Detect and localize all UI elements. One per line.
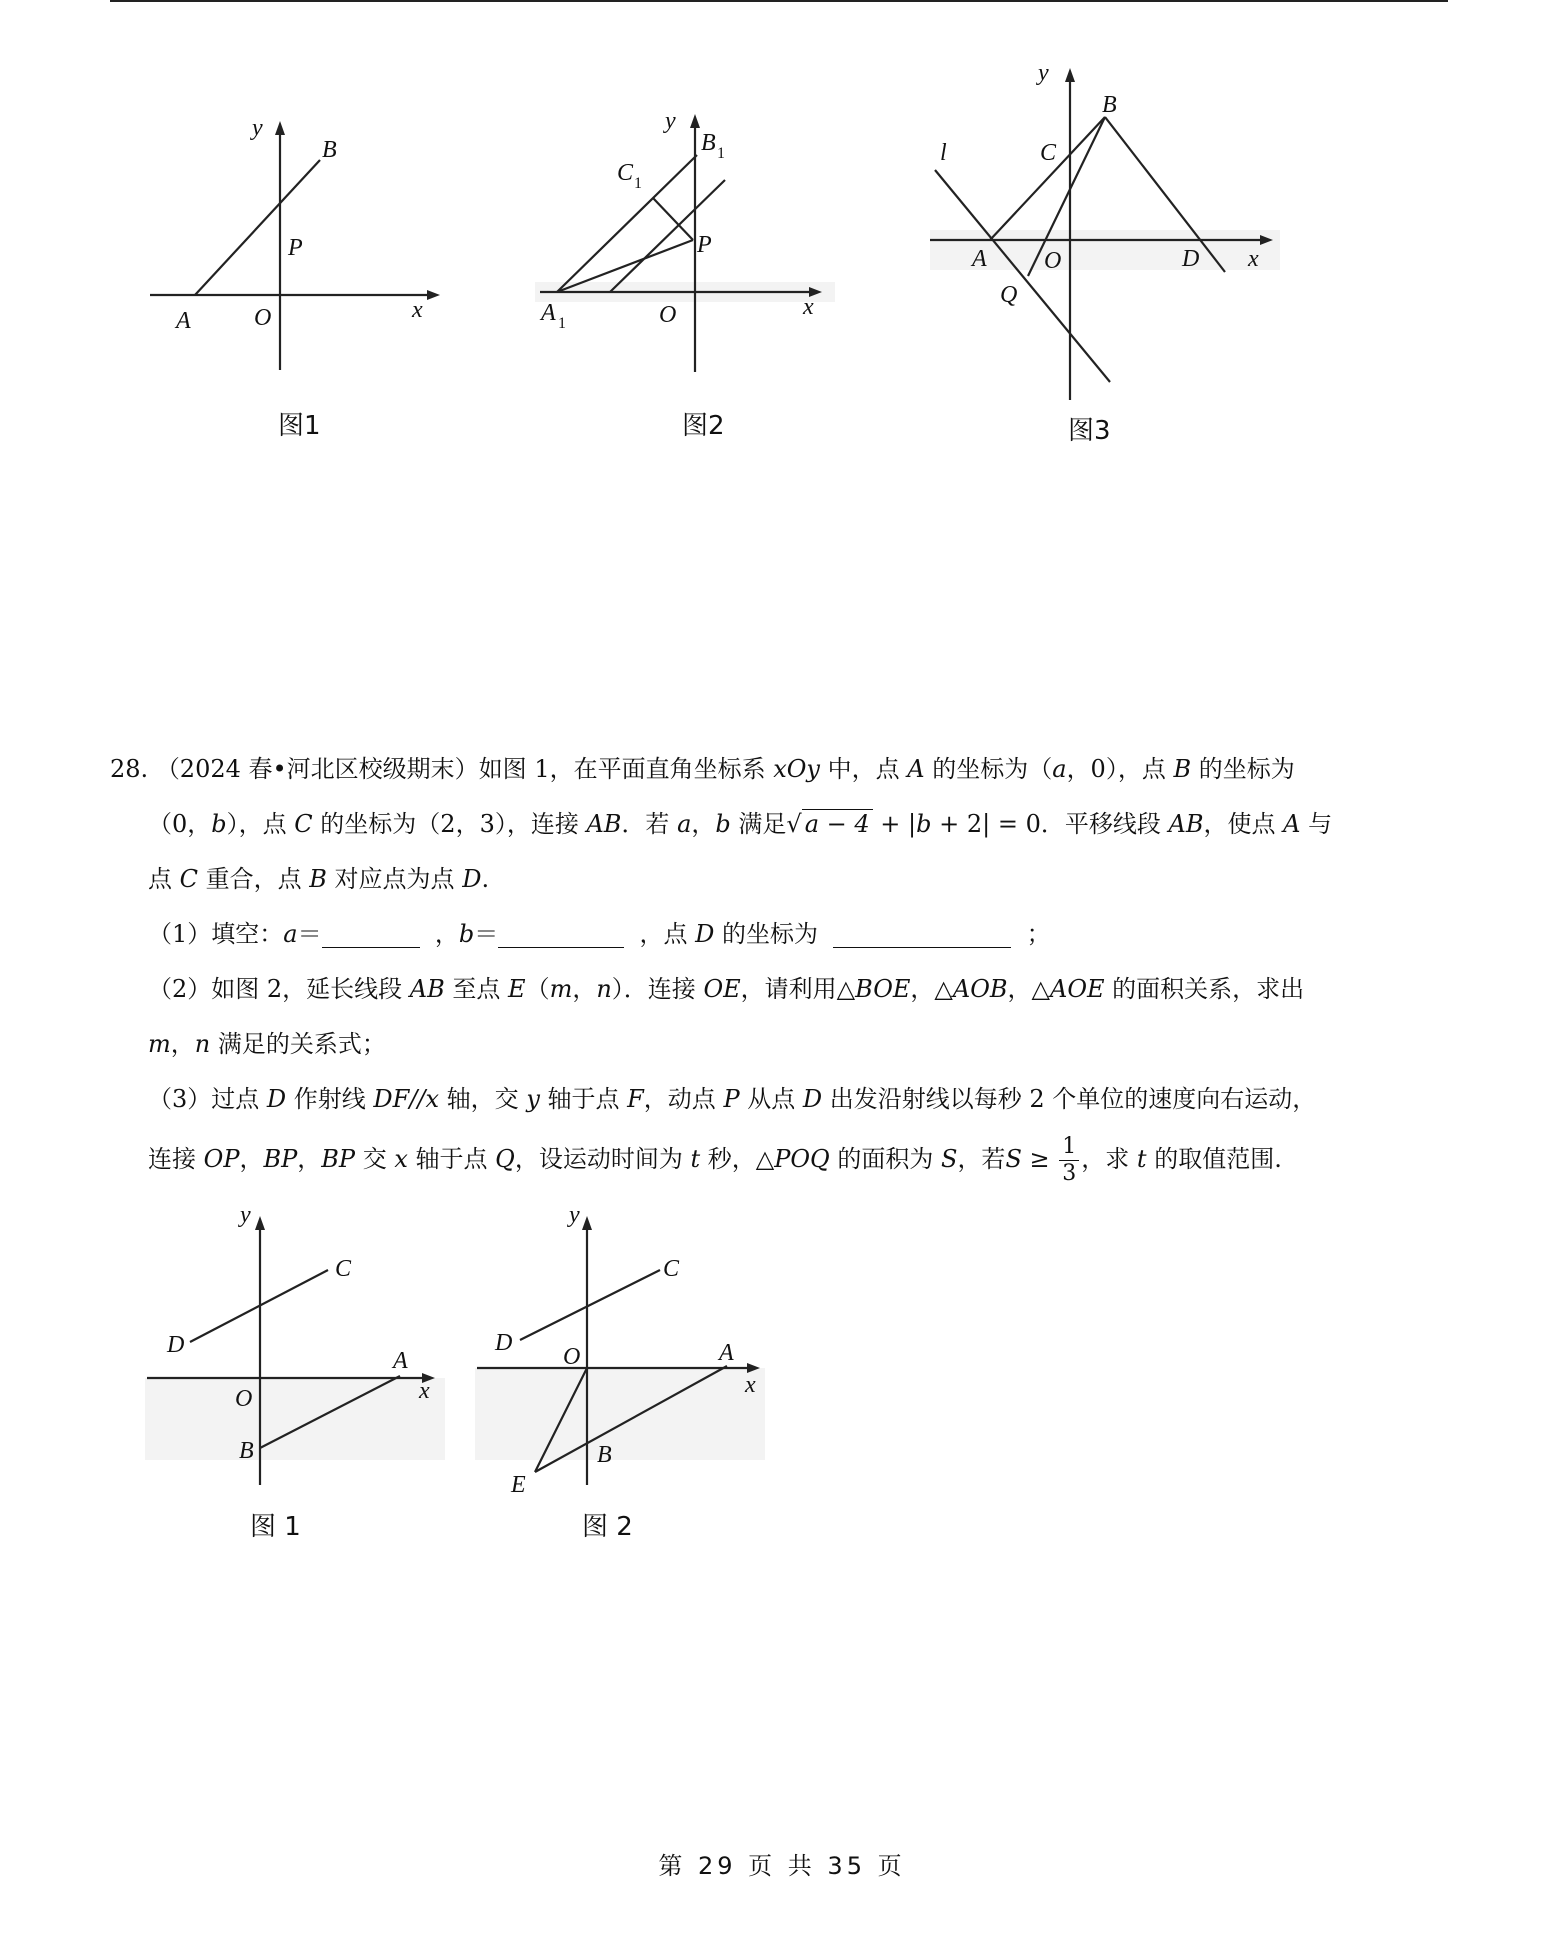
text: 与 [1300, 810, 1333, 838]
top-figure-3 [920, 60, 1280, 410]
var: b [211, 810, 227, 838]
text: 交 [355, 1145, 395, 1173]
var: POQ [774, 1145, 830, 1173]
text: . [481, 865, 490, 893]
text: ＝ [474, 920, 499, 948]
text: （3）过点 [148, 1085, 267, 1113]
question-source: （2024 春•河北区校级期末） [155, 755, 479, 783]
text: （1）填空： [148, 920, 284, 948]
text: ，△ [910, 975, 953, 1003]
label-b1: B [701, 130, 716, 156]
var: m [549, 975, 573, 1003]
var: t [690, 1145, 701, 1173]
text: ，使点 [1203, 810, 1284, 838]
label-a1-subscript: 1 [558, 315, 566, 332]
label-c: C [335, 1256, 352, 1282]
line-a-b [990, 117, 1105, 240]
label-x: x [1248, 246, 1259, 272]
var: x [425, 1085, 440, 1113]
text: 满足 [730, 810, 787, 838]
text: ＝ [297, 920, 322, 948]
text: 的面积为 [829, 1145, 941, 1173]
var: AB [409, 975, 445, 1003]
text: ，设运动时间为 [514, 1145, 691, 1173]
text: 轴于点 [539, 1085, 628, 1113]
text: ），点 [226, 810, 295, 838]
label-x: x [419, 1378, 430, 1404]
line-c1-p [653, 198, 693, 240]
text: 的坐标为 [1191, 755, 1295, 783]
label-b: B [322, 137, 337, 163]
top-figure-1-caption: 图1 [278, 411, 321, 441]
label-c: C [663, 1256, 680, 1282]
label-c: C [1040, 140, 1057, 166]
text: （ [525, 975, 550, 1003]
top-figure-1 [140, 105, 450, 385]
var: a [1052, 755, 1067, 783]
label-y: y [252, 115, 263, 141]
text: 满足的关系式； [210, 1030, 386, 1058]
y-axis-arrow-icon [255, 1216, 265, 1230]
text: ， [170, 1030, 195, 1058]
bottom-figure-2-caption: 图 2 [582, 1512, 633, 1542]
top-figure-2-caption: 图2 [682, 411, 725, 441]
var: D [802, 1085, 823, 1113]
answer-blank-b[interactable] [498, 917, 624, 948]
text: 中，点 [820, 755, 908, 783]
text: 至点 [444, 975, 509, 1003]
var: x [394, 1145, 408, 1173]
sqrt-expression: a − 4 [802, 809, 873, 838]
text: 如图 1，在平面直角坐标系 [478, 755, 774, 783]
label-a: A [176, 308, 191, 334]
var: DF [373, 1085, 410, 1113]
var: b [916, 810, 932, 838]
question-28 [110, 742, 1450, 1191]
var: BP [321, 1145, 356, 1173]
var: AOB [952, 975, 1008, 1003]
shading [475, 1368, 765, 1460]
var: S [940, 1145, 958, 1173]
label-c1: C [617, 160, 634, 186]
var: AB [586, 810, 622, 838]
text: ）．连接 [611, 975, 704, 1003]
text: ，动点 [643, 1085, 724, 1113]
text: ，若 [957, 1145, 1006, 1173]
text: ； [1026, 920, 1051, 948]
var: b [715, 810, 731, 838]
label-e: E [511, 1472, 526, 1498]
var: AB [1168, 810, 1204, 838]
var: F [627, 1085, 644, 1113]
var: E [508, 975, 526, 1003]
label-x: x [412, 297, 423, 323]
label-o: O [235, 1386, 253, 1412]
text: // [409, 1085, 426, 1113]
label-d: D [167, 1332, 185, 1358]
text: ，请利用△ [740, 975, 856, 1003]
text: ， [239, 1145, 264, 1173]
y-axis-arrow-icon [1065, 68, 1075, 82]
line-l [935, 170, 1110, 382]
text: 从点 [739, 1085, 803, 1113]
y-axis-arrow-icon [690, 114, 700, 128]
label-d: D [1182, 246, 1200, 272]
question-number: 28. [110, 755, 149, 783]
var: A [907, 755, 925, 783]
text: 连接 [148, 1145, 204, 1173]
page-footer: 第 29 页 共 35 页 [658, 1852, 906, 1880]
label-o: O [254, 305, 272, 331]
label-o: O [1044, 248, 1062, 274]
text: （0， [148, 810, 212, 838]
var: t [1136, 1145, 1147, 1173]
text: ， [691, 810, 716, 838]
text: ．若 [621, 810, 678, 838]
label-p: P [288, 235, 303, 261]
fraction-numerator: 1 [1059, 1134, 1079, 1161]
text: 的面积关系，求出 [1104, 975, 1305, 1003]
text: 秒，△ [700, 1145, 775, 1173]
part-2-line-2 [110, 1017, 1450, 1072]
text: ， [297, 1145, 322, 1173]
line-ab [195, 160, 320, 295]
label-d: D [495, 1330, 513, 1356]
fraction-one-third [1059, 1134, 1079, 1187]
top-rule [110, 0, 1448, 2]
text: ，点 [639, 920, 696, 948]
var: B [309, 865, 327, 893]
var: OP [203, 1145, 240, 1173]
text: 轴，交 [439, 1085, 527, 1113]
text: 的坐标为（2，3），连接 [312, 810, 587, 838]
question-line-2 [110, 797, 1450, 852]
text: 对应点为点 [326, 865, 463, 893]
var: B [1173, 755, 1192, 783]
text: 重合，点 [198, 865, 310, 893]
part-3-line-2 [110, 1127, 1450, 1191]
label-b: B [597, 1442, 612, 1468]
var: y [526, 1085, 540, 1113]
label-l: l [940, 140, 947, 166]
var: D [266, 1085, 287, 1113]
bottom-figure-2 [475, 1200, 785, 1498]
label-a: A [393, 1348, 408, 1374]
label-y: y [1038, 60, 1049, 86]
label-c1-subscript: 1 [634, 175, 642, 192]
text: 的取值范围. [1146, 1145, 1282, 1173]
var: n [596, 975, 612, 1003]
answer-blank-a[interactable] [322, 917, 420, 948]
var: C [294, 810, 313, 838]
answer-blank-d[interactable] [833, 917, 1011, 948]
fraction-denominator: 3 [1062, 1161, 1077, 1186]
label-x: x [745, 1372, 756, 1398]
y-axis-arrow-icon [275, 121, 285, 135]
question-line-1 [110, 742, 1450, 797]
question-line-3 [110, 852, 1450, 907]
var: S [1005, 1145, 1022, 1173]
text: 的坐标为（ [924, 755, 1053, 783]
var: C [179, 865, 199, 893]
label-y: y [240, 1202, 251, 1228]
var: BP [263, 1145, 298, 1173]
label-b: B [239, 1438, 254, 1464]
text: ≥ [1021, 1145, 1058, 1173]
text: ， [572, 975, 597, 1003]
text: （2）如图 2，延长线段 [148, 975, 410, 1003]
text: + | [872, 810, 917, 838]
label-q: Q [1000, 282, 1018, 308]
label-a: A [719, 1340, 734, 1366]
text: 轴于点 [407, 1145, 496, 1173]
var: P [723, 1085, 740, 1113]
part-1 [110, 907, 1450, 962]
bottom-figure-1-caption: 图 1 [250, 1512, 301, 1542]
var: D [462, 865, 482, 893]
label-o: O [659, 302, 677, 328]
label-b1-subscript: 1 [717, 145, 725, 162]
text: ， [434, 920, 459, 948]
var: BOE [855, 975, 911, 1003]
sqrt-symbol: √ [786, 810, 802, 838]
var: D [695, 920, 715, 948]
top-figure-2 [535, 100, 840, 385]
text: 的坐标为 [714, 920, 819, 948]
text: ，0），点 [1066, 755, 1174, 783]
shading [145, 1378, 445, 1460]
label-a: A [972, 246, 987, 272]
label-p: P [697, 232, 712, 258]
text: ，求 [1081, 1145, 1137, 1173]
var: OE [703, 975, 741, 1003]
top-figure-3-caption: 图3 [1068, 416, 1111, 446]
x-axis-arrow-icon [427, 290, 440, 300]
var: xOy [773, 755, 820, 783]
var: b [458, 920, 475, 948]
var: m [148, 1030, 171, 1058]
var: A [1283, 810, 1301, 838]
label-y: y [569, 1202, 580, 1228]
text: + 2| = 0．平移线段 [931, 810, 1169, 838]
var: Q [495, 1145, 515, 1173]
label-o: O [563, 1344, 581, 1370]
var: AOE [1049, 975, 1105, 1003]
part-3-line-1 [110, 1072, 1450, 1127]
bottom-figure-1 [145, 1200, 455, 1490]
segment-dc [520, 1270, 660, 1340]
text: 作射线 [286, 1085, 374, 1113]
text: 点 [148, 865, 180, 893]
text: 出发沿射线以每秒 2 个单位的速度向右运动， [822, 1085, 1317, 1113]
part-2-line-1 [110, 962, 1450, 1017]
var: a [677, 810, 692, 838]
var: a [283, 920, 298, 948]
y-axis-arrow-icon [582, 1216, 592, 1230]
label-x: x [803, 294, 814, 320]
label-a1: A [541, 300, 556, 326]
label-y: y [665, 108, 676, 134]
var: n [194, 1030, 211, 1058]
text: ，△ [1007, 975, 1050, 1003]
label-b: B [1102, 92, 1117, 118]
